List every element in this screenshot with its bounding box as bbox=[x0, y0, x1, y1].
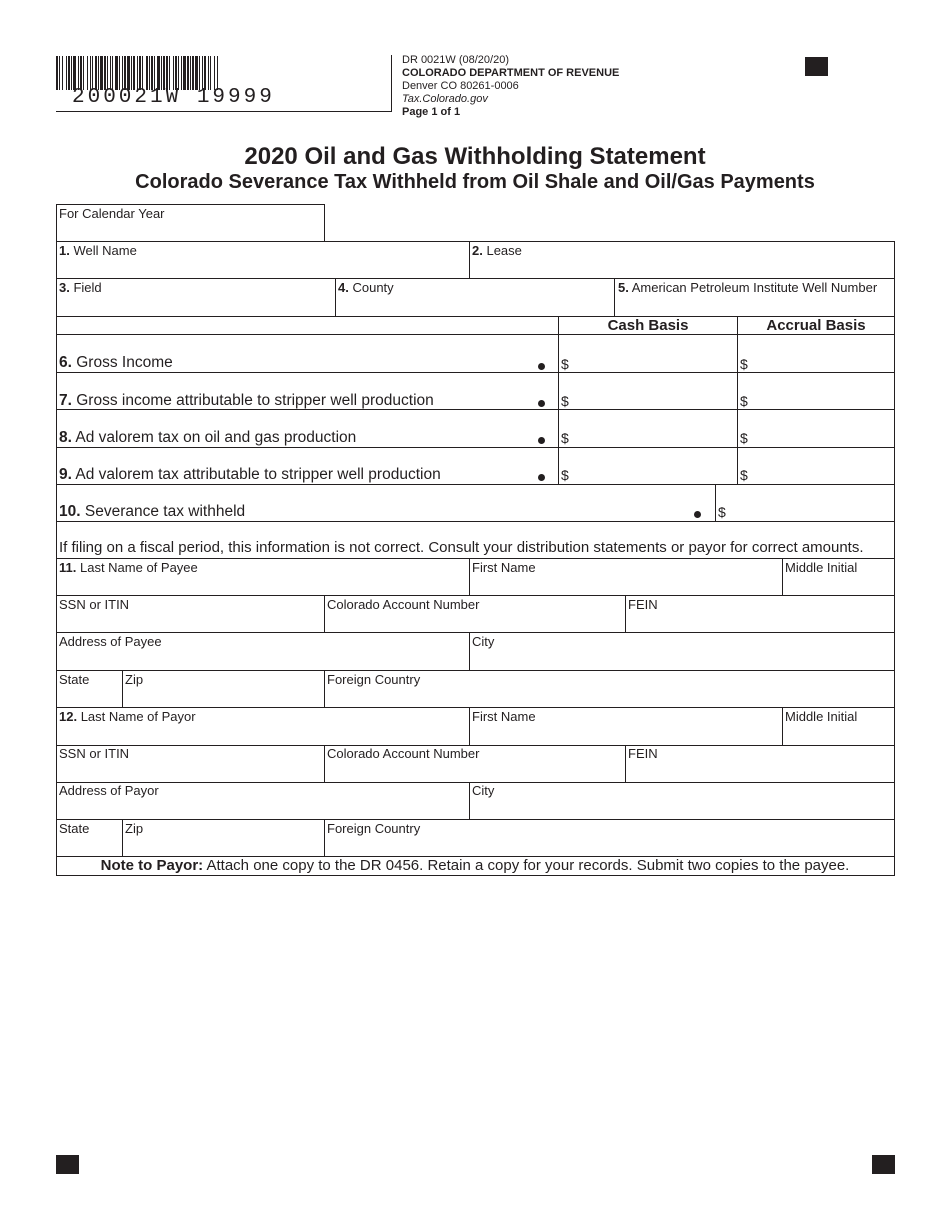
payor-state-field[interactable]: State bbox=[59, 821, 90, 836]
barcode-underline bbox=[56, 111, 392, 112]
county-number: 4. bbox=[338, 280, 349, 295]
note-text: Attach one copy to the DR 0456. Retain a copy for your records. Submit two copies to the payee. bbox=[203, 857, 850, 874]
bullet-icon bbox=[538, 474, 545, 481]
page-number: Page 1 of 1 bbox=[402, 106, 461, 118]
line-8-label bbox=[59, 429, 356, 447]
fiscal-period-notice: If filing on a fiscal period, this information is not correct. Consult your distribution statements or payor for correct amounts. bbox=[59, 539, 864, 556]
bullet-icon bbox=[538, 363, 545, 370]
payor-last-name-field[interactable] bbox=[59, 709, 196, 724]
payor-middle-initial-field[interactable]: Middle Initial bbox=[785, 709, 858, 724]
line-7-accrual-input[interactable]: $ bbox=[740, 393, 748, 409]
note-to-payor bbox=[56, 857, 894, 874]
payee-last-name-label: Last Name of Payee bbox=[79, 560, 198, 575]
api-well-number-field[interactable] bbox=[618, 280, 877, 295]
line-7-text: Gross income attributable to stripper well production bbox=[76, 392, 434, 409]
line-10-number: 10. bbox=[59, 503, 81, 520]
payee-country-field[interactable]: Foreign Country bbox=[327, 672, 421, 687]
county-field[interactable] bbox=[338, 280, 394, 295]
department-block bbox=[402, 54, 619, 119]
line-9-cash-input[interactable]: $ bbox=[561, 467, 569, 483]
county-label: County bbox=[352, 280, 394, 295]
registration-mark-top-right bbox=[805, 57, 828, 76]
line-10-label bbox=[59, 503, 245, 521]
payee-first-name-field[interactable]: First Name bbox=[472, 560, 536, 575]
field-number: 3. bbox=[59, 280, 70, 295]
well-name-field[interactable] bbox=[59, 243, 137, 258]
page-subtitle: Colorado Severance Tax Withheld from Oil Shale and Oil/Gas Payments bbox=[135, 171, 815, 193]
line-8-accrual-input[interactable]: $ bbox=[740, 430, 748, 446]
line-10-text: Severance tax withheld bbox=[84, 503, 246, 520]
line-8-text: Ad valorem tax on oil and gas production bbox=[75, 429, 357, 446]
payor-city-field[interactable]: City bbox=[472, 783, 495, 798]
payee-ssn-field[interactable]: SSN or ITIN bbox=[59, 597, 130, 612]
payee-fein-field[interactable]: FEIN bbox=[628, 597, 658, 612]
payee-middle-initial-field[interactable]: Middle Initial bbox=[785, 560, 858, 575]
registration-mark-bottom-right bbox=[872, 1155, 895, 1174]
line-9-number: 9. bbox=[59, 466, 72, 483]
lease-number: 2. bbox=[472, 243, 483, 258]
payor-ssn-field[interactable]: SSN or ITIN bbox=[59, 746, 130, 761]
api-label: American Petroleum Institute Well Number bbox=[631, 280, 878, 295]
registration-mark-bottom-left bbox=[56, 1155, 79, 1174]
lease-field[interactable] bbox=[472, 243, 522, 258]
accrual-basis-header: Accrual Basis bbox=[766, 317, 866, 334]
cash-basis-header: Cash Basis bbox=[607, 317, 689, 334]
payee-zip-field[interactable]: Zip bbox=[125, 672, 144, 687]
line-7-cash-input[interactable]: $ bbox=[561, 393, 569, 409]
line-6-accrual-input[interactable]: $ bbox=[740, 356, 748, 372]
payor-number: 12. bbox=[59, 709, 78, 724]
line-6-number: 6. bbox=[59, 354, 72, 371]
payee-co-account-field[interactable]: Colorado Account Number bbox=[327, 597, 480, 612]
line-10-input[interactable]: $ bbox=[718, 504, 726, 520]
line-6-label bbox=[59, 354, 173, 372]
api-number: 5. bbox=[618, 280, 629, 295]
payor-zip-field[interactable]: Zip bbox=[125, 821, 144, 836]
line-9-label bbox=[59, 466, 441, 484]
department-website: Tax.Colorado.gov bbox=[402, 93, 488, 105]
line-8-number: 8. bbox=[59, 429, 72, 446]
field-label: Field bbox=[73, 280, 102, 295]
bullet-icon bbox=[694, 511, 701, 518]
line-7-label bbox=[59, 392, 434, 410]
calendar-year-label: For Calendar Year bbox=[59, 206, 165, 221]
payee-last-name-field[interactable] bbox=[59, 560, 198, 575]
payor-last-name-label: Last Name of Payor bbox=[80, 709, 196, 724]
header-divider bbox=[391, 55, 392, 112]
payor-country-field[interactable]: Foreign Country bbox=[327, 821, 421, 836]
barcode bbox=[56, 56, 310, 90]
payor-fein-field[interactable]: FEIN bbox=[628, 746, 658, 761]
note-heading: Note to Payor: bbox=[100, 857, 204, 874]
form-id: DR 0021W (08/20/20) bbox=[402, 54, 509, 66]
line-9-text: Ad valorem tax attributable to stripper well production bbox=[75, 466, 441, 483]
payee-city-field[interactable]: City bbox=[472, 634, 495, 649]
lease-label: Lease bbox=[486, 243, 522, 258]
line-6-cash-input[interactable]: $ bbox=[561, 356, 569, 372]
page-title: 2020 Oil and Gas Withholding Statement bbox=[244, 143, 706, 170]
payor-address-field[interactable]: Address of Payor bbox=[59, 783, 159, 798]
well-name-number: 1. bbox=[59, 243, 70, 258]
line-7-number: 7. bbox=[59, 392, 72, 409]
line-9-accrual-input[interactable]: $ bbox=[740, 467, 748, 483]
payee-number: 11. bbox=[59, 560, 77, 575]
bullet-icon bbox=[538, 437, 545, 444]
line-6-text: Gross Income bbox=[76, 354, 173, 371]
department-name: COLORADO DEPARTMENT OF REVENUE bbox=[402, 67, 620, 79]
bullet-icon bbox=[538, 400, 545, 407]
line-8-cash-input[interactable]: $ bbox=[561, 430, 569, 446]
calendar-year-field[interactable] bbox=[59, 206, 165, 221]
payee-state-field[interactable]: State bbox=[59, 672, 90, 687]
department-address: Denver CO 80261-0006 bbox=[402, 80, 519, 92]
payee-address-field[interactable]: Address of Payee bbox=[59, 634, 162, 649]
payor-first-name-field[interactable]: First Name bbox=[472, 709, 536, 724]
payor-co-account-field[interactable]: Colorado Account Number bbox=[327, 746, 480, 761]
well-name-label: Well Name bbox=[73, 243, 137, 258]
field-field[interactable] bbox=[59, 280, 102, 295]
barcode-number: 200021W 19999 bbox=[72, 86, 275, 109]
